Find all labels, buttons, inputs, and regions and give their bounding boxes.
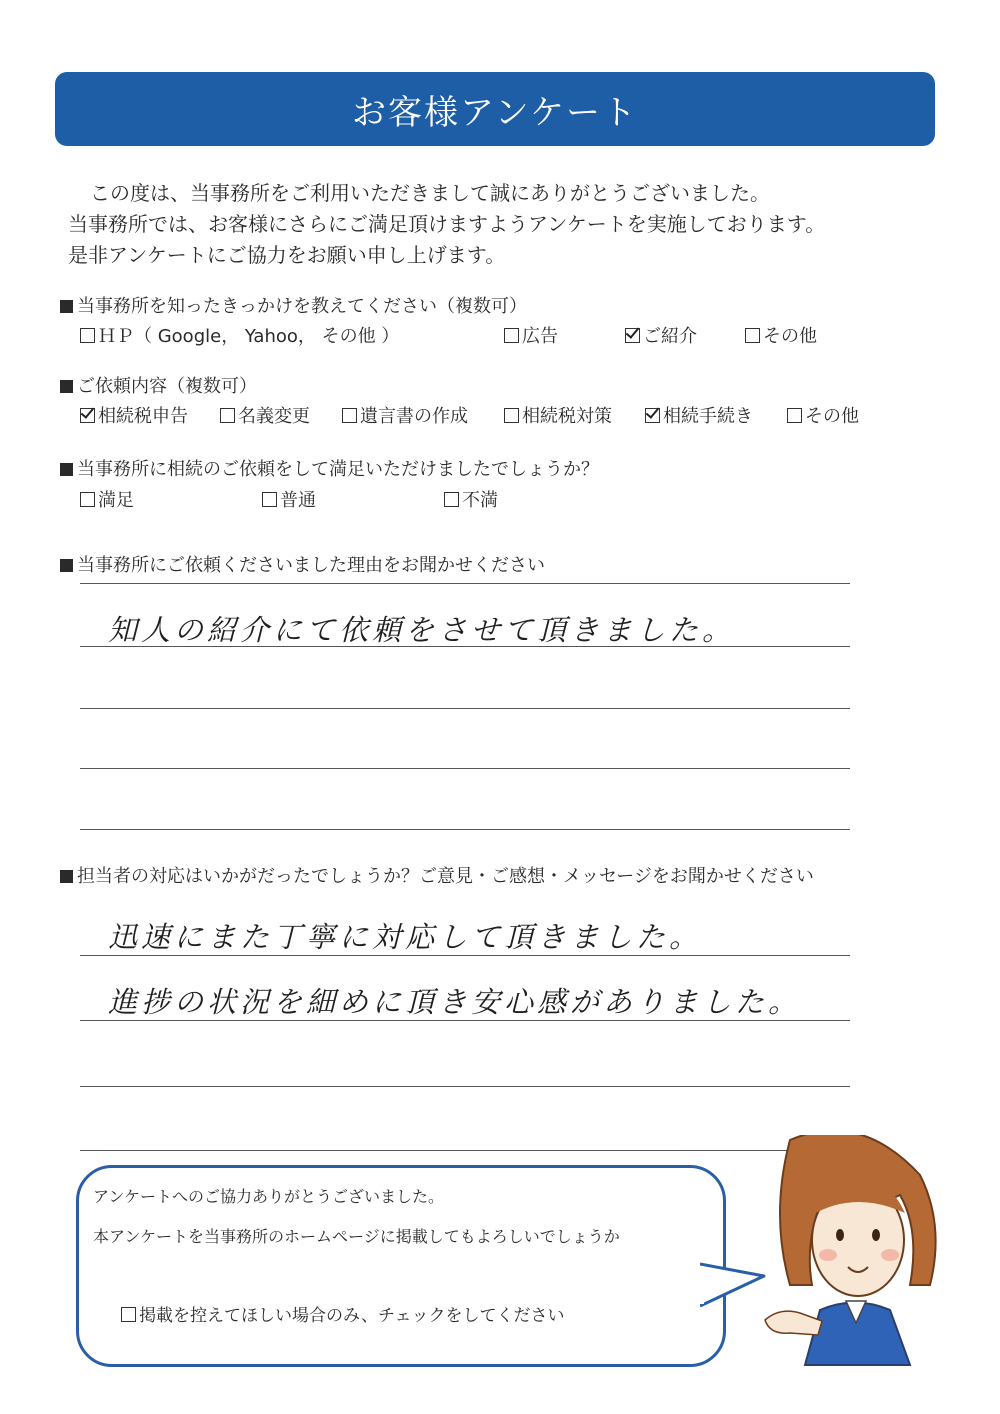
question-2	[60, 372, 257, 398]
intro-line: 当事務所では、お客様にさらにご満足頂けますようアンケートを実施しております。	[68, 212, 826, 236]
checkbox-icon[interactable]	[80, 492, 95, 507]
question-3	[60, 455, 599, 481]
answer-rule	[80, 1086, 850, 1087]
title-banner	[55, 72, 935, 146]
q3-option-satisfied[interactable]: 満足	[80, 486, 134, 512]
q1-option-hp[interactable]: ＨＰ（ Google， Yahoo， その他 ）	[80, 322, 399, 348]
question-1-label: 当事務所を知ったきっかけを教えてください（複数可）	[77, 296, 527, 317]
q3-option-average[interactable]: 普通	[262, 486, 316, 512]
q2-option-name-change[interactable]: 名義変更	[220, 402, 310, 428]
q2-option-will[interactable]: 遺言書の作成	[342, 402, 468, 428]
footer-publish-question: 本アンケートを当事務所のホームページに掲載してもよろしいでしょうか	[93, 1227, 620, 1246]
q5-answer-handwritten-line-1: 迅速にまた丁寧に対応して頂きました。	[108, 920, 703, 954]
checkbox-icon[interactable]	[787, 408, 802, 423]
square-bullet-icon	[60, 463, 73, 476]
q2-option-tax-planning[interactable]: 相続税対策	[504, 402, 612, 428]
footer-thanks: アンケートへのご協力ありがとうございました。	[93, 1187, 445, 1206]
checkbox-icon[interactable]	[121, 1307, 136, 1322]
square-bullet-icon	[60, 559, 73, 572]
q1-option-other[interactable]: その他	[745, 322, 817, 348]
answer-rule	[80, 708, 850, 709]
answer-rule	[80, 955, 850, 956]
question-5-label: 担当者の対応はいかがだったでしょうか？ご意見・ご感想・メッセージをお聞かせください	[77, 866, 814, 887]
question-3-label: 当事務所に相続のご依頼をして満足いただけましたでしょうか？	[77, 459, 599, 480]
question-4	[60, 551, 545, 577]
checkbox-icon[interactable]	[220, 408, 235, 423]
square-bullet-icon	[60, 380, 73, 393]
answer-rule	[80, 1150, 850, 1151]
checkbox-checked-icon[interactable]	[80, 408, 95, 423]
checkbox-icon[interactable]	[745, 328, 760, 343]
question-2-label: ご依頼内容（複数可）	[77, 376, 257, 397]
footer-speech-bubble	[76, 1165, 726, 1367]
q1-option-referral[interactable]: ご紹介	[625, 322, 697, 348]
checkbox-icon[interactable]	[504, 408, 519, 423]
answer-rule	[80, 1020, 850, 1021]
checkbox-icon[interactable]	[444, 492, 459, 507]
checkbox-icon[interactable]	[80, 328, 95, 343]
answer-rule	[80, 768, 850, 769]
q1-option-ad[interactable]: 広告	[504, 322, 558, 348]
intro-text	[68, 178, 968, 271]
checkbox-checked-icon[interactable]	[625, 328, 640, 343]
checkbox-icon[interactable]	[342, 408, 357, 423]
answer-rule	[80, 829, 850, 830]
q2-option-other[interactable]: その他	[787, 402, 859, 428]
page-title: お客様アンケート	[352, 92, 638, 133]
question-1	[60, 292, 527, 318]
q2-option-tax-return[interactable]: 相続税申告	[80, 402, 188, 428]
footer-optout[interactable]	[121, 1301, 565, 1326]
checkbox-icon[interactable]	[262, 492, 277, 507]
checkbox-icon[interactable]	[504, 328, 519, 343]
footer-optout-label: 掲載を控えてほしい場合のみ、チェックをしてください	[139, 1306, 565, 1326]
q5-answer-handwritten-line-2: 進捗の状況を細めに頂き安心感がありました。	[108, 985, 802, 1019]
question-5	[60, 862, 814, 888]
square-bullet-icon	[60, 300, 73, 313]
q4-answer-handwritten: 知人の紹介にて依頼をさせて頂きました。	[108, 613, 736, 647]
checkbox-checked-icon[interactable]	[645, 408, 660, 423]
answer-rule	[80, 646, 850, 647]
q3-option-dissatisfied[interactable]: 不満	[444, 486, 498, 512]
square-bullet-icon	[60, 870, 73, 883]
answer-rule	[80, 583, 850, 584]
intro-line: 是非アンケートにご協力をお願い申し上げます。	[68, 243, 506, 267]
receptionist-illustration-icon	[760, 1135, 960, 1375]
q2-option-procedures[interactable]: 相続手続き	[645, 402, 753, 428]
intro-line: この度は、当事務所をご利用いただきまして誠にありがとうございました。	[90, 181, 770, 205]
question-4-label: 当事務所にご依頼くださいました理由をお聞かせください	[77, 555, 545, 576]
